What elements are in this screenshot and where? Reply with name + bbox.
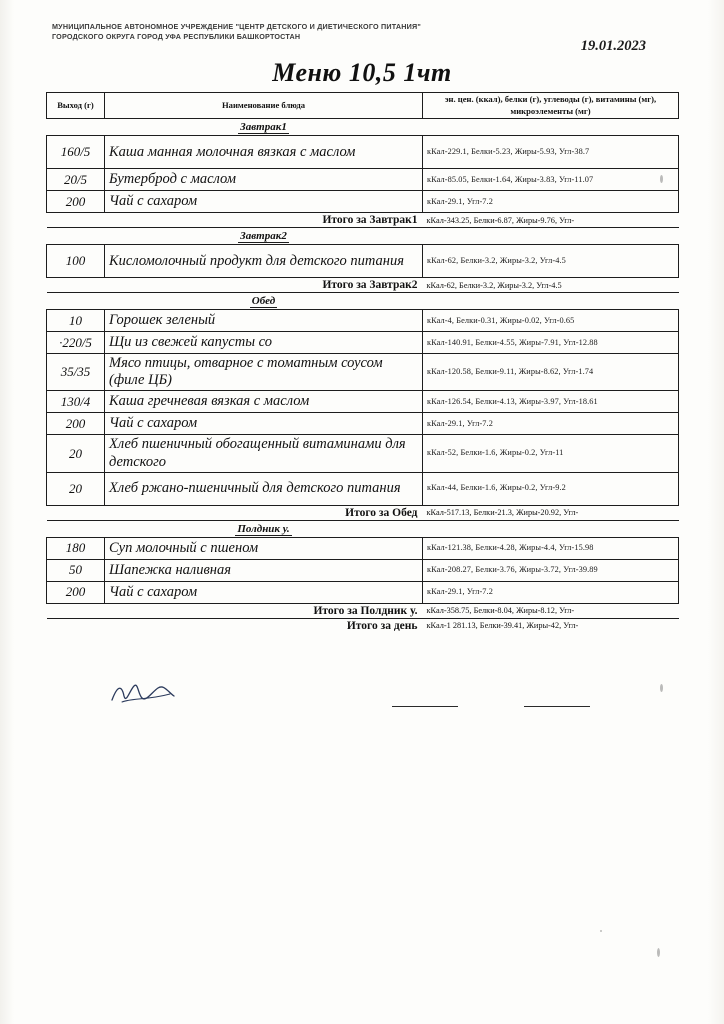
table-row [47,435,679,472]
table-row [47,354,679,391]
section-label: Обед [251,295,276,308]
cell-output: 50 [47,559,105,581]
cell-dish: Шапежка наливная [105,559,423,581]
cell-nutrition: кКал-85.05, Белки-1.64, Жиры-3.83, Угл-11.07 [423,169,679,191]
scan-edge-right [708,0,724,1024]
cell-dish: Хлеб пшеничный обогащенный витаминами для детского [105,435,423,472]
section-total [47,505,679,520]
scan-speck [660,175,663,183]
table-row [47,472,679,505]
signature-line-left [392,706,458,707]
table-row [47,169,679,191]
cell-nutrition: кКал-120.58, Белки-9.11, Жиры-8.62, Угл-1.74 [423,354,679,391]
cell-output: 200 [47,413,105,435]
cell-nutrition: кКал-52, Белки-1.6, Жиры-0.2, Угл-11 [423,435,679,472]
total-label: Итого за Завтрак2 [47,278,423,293]
column-header-value: эн. цен. (ккал), белки (г), углеводы (г), витамины (мг), микроэлементы (мг) [423,93,679,119]
signature-line-right [524,706,590,707]
cell-dish: Бутерброд с маслом [105,169,423,191]
cell-nutrition: кКал-29.1, Угл-7.2 [423,413,679,435]
scan-speck [660,684,663,692]
cell-dish: Щи из свежей капусты со [105,332,423,354]
cell-dish: Чай с сахаром [105,191,423,213]
cell-output: 160/5 [47,136,105,169]
cell-output: 180 [47,537,105,559]
table-row [47,537,679,559]
total-value: кКал-517.13, Белки-21.3, Жиры-20.92, Угл- [423,505,679,520]
cell-nutrition: кКал-126.54, Белки-4.13, Жиры-3.97, Угл-18.61 [423,391,679,413]
section-header [47,520,679,537]
section-label: Полдник у. [237,522,290,535]
cell-nutrition: кКал-29.1, Угл-7.2 [423,191,679,213]
table-header [47,93,679,119]
column-header-name: Наименование блюда [105,93,423,119]
total-value: кКал-343.25, Белки-6.87, Жиры-9.76, Угл- [423,213,679,228]
cell-nutrition: кКал-4, Белки-0.31, Жиры-0.02, Угл-0.65 [423,310,679,332]
table-row [47,310,679,332]
grand-total-label: Итого за день [346,619,418,632]
cell-output: 20/5 [47,169,105,191]
cell-output: 35/35 [47,354,105,391]
total-label: Итого за Полдник у. [47,603,423,618]
cell-dish: Каша манная молочная вязкая с маслом [105,136,423,169]
section-label: Завтрак2 [240,230,287,243]
table-body [47,119,679,633]
cell-nutrition: кКал-29.1, Угл-7.2 [423,581,679,603]
total-value: кКал-62, Белки-3.2, Жиры-3.2, Угл-4.5 [423,278,679,293]
section-header [47,119,679,136]
cell-output: 20 [47,472,105,505]
section-total [47,213,679,228]
cell-dish: Чай с сахаром [105,413,423,435]
table-row [47,391,679,413]
cell-output: 20 [47,435,105,472]
table-row [47,245,679,278]
section-header [47,293,679,310]
scan-speck [657,948,660,957]
menu-table [46,92,679,633]
cell-output: 100 [47,245,105,278]
column-header-output: Выход (г) [47,93,105,119]
section-header [47,228,679,245]
organization-header: МУНИЦИПАЛЬНОЕ АВТОНОМНОЕ УЧРЕЖДЕНИЕ "ЦЕНТР ДЕТСКОГО И ДИЕТИЧЕСКОГО ПИТАНИЯ" ГОРОДСКОГО ОКРУГА ГОРОД УФА РЕСПУБЛИКИ БАШКОРТОСТАН [52,22,422,42]
signature [108,680,178,706]
cell-nutrition: кКал-62, Белки-3.2, Жиры-3.2, Угл-4.5 [423,245,679,278]
scan-speck [600,930,602,932]
total-label: Итого за Завтрак1 [47,213,423,228]
cell-output: 130/4 [47,391,105,413]
table-row [47,559,679,581]
section-total [47,603,679,618]
cell-nutrition: кКал-229.1, Белки-5.23, Жиры-5.93, Угл-38.7 [423,136,679,169]
section-total [47,278,679,293]
total-label: Итого за Обед [47,505,423,520]
cell-dish: Мясо птицы, отварное с томатным соусом (филе ЦБ) [105,354,423,391]
cell-dish: Суп молочный с пшеном [105,537,423,559]
cell-output: ·220/5 [47,332,105,354]
table-row [47,136,679,169]
cell-output: 200 [47,581,105,603]
scan-edge-left [0,0,14,1024]
cell-output: 10 [47,310,105,332]
page-title: Меню 10,5 1чт [272,58,452,87]
cell-nutrition: кКал-208.27, Белки-3.76, Жиры-3.72, Угл-39.89 [423,559,679,581]
table-row [47,581,679,603]
cell-dish: Горошек зеленый [105,310,423,332]
grand-total-value: кКал-1 281.13, Белки-39.41, Жиры-42, Угл- [426,621,579,631]
cell-dish: Хлеб ржано-пшеничный для детского питания [105,472,423,505]
cell-dish: Чай с сахаром [105,581,423,603]
cell-dish: Каша гречневая вязкая с маслом [105,391,423,413]
cell-nutrition: кКал-140.91, Белки-4.55, Жиры-7.91, Угл-12.88 [423,332,679,354]
cell-output: 200 [47,191,105,213]
table-row [47,413,679,435]
document-date: 19.01.2023 [580,38,646,54]
table-row [47,332,679,354]
table-row [47,191,679,213]
cell-nutrition: кКал-121.38, Белки-4.28, Жиры-4.4, Угл-15.98 [423,537,679,559]
section-label: Завтрак1 [240,121,287,134]
cell-dish: Кисломолочный продукт для детского питания [105,245,423,278]
total-value: кКал-358.75, Белки-8.04, Жиры-8.12, Угл- [423,603,679,618]
grand-total [47,618,679,633]
cell-nutrition: кКал-44, Белки-1.6, Жиры-0.2, Угл-9.2 [423,472,679,505]
